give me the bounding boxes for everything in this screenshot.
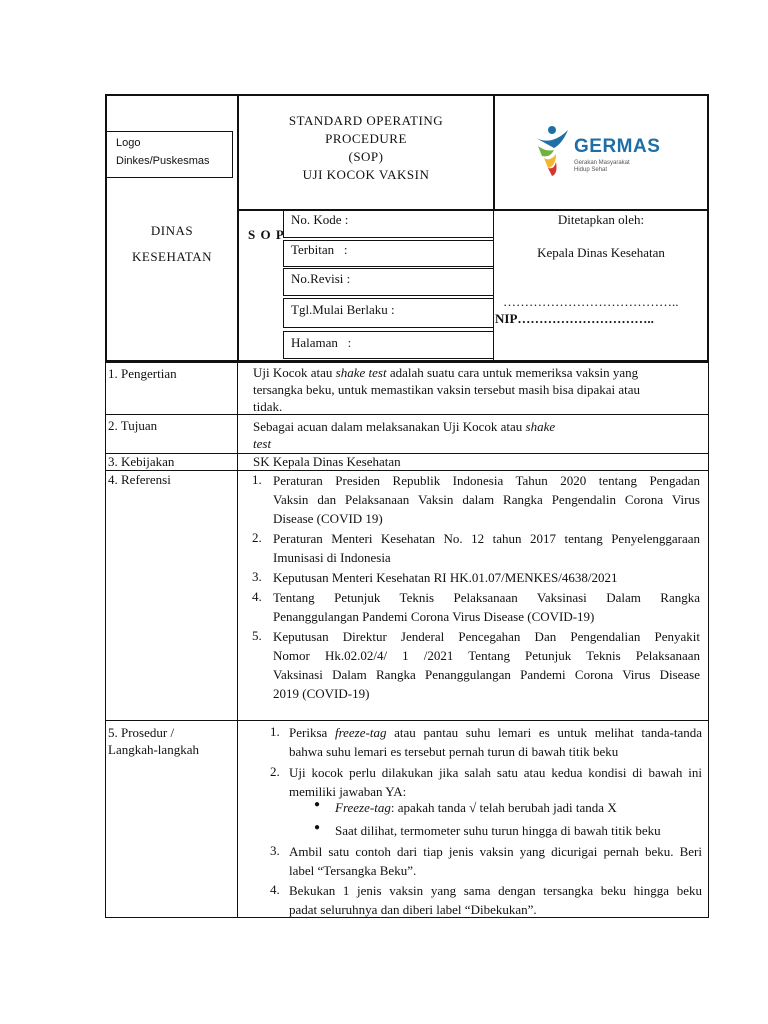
approval-nip: NIP………………………….. — [495, 311, 654, 326]
ref-3-text: Keputusan Menteri Kesehatan RI HK.01.07/MENKES/4638/2021 — [273, 570, 618, 585]
approval-label: Ditetapkan oleh: — [557, 212, 645, 227]
kebijakan-label: 3. Kebijakan — [108, 454, 175, 469]
logo-placeholder-text-2: Dinkes/Puskesmas — [116, 155, 210, 167]
pengertian-label: 1. Pengertian — [108, 366, 177, 381]
ref-2-number: 2. — [252, 530, 262, 545]
field-terbitan-label: Terbitan : — [291, 242, 348, 257]
bullet-1-text: Freeze-tag: apakah tanda √ telah berubah jadi tanda X — [335, 800, 617, 815]
step-2-text: Uji kocok perlu dilakukan jika salah satu atau kedua kondisi di bawah ini memiliki jawaban YA: — [289, 765, 702, 799]
germas-wordmark: GERMAS — [574, 136, 661, 157]
field-tgl-mulai-label: Tgl.Mulai Berlaku : — [291, 302, 395, 317]
kebijakan-text: SK Kepala Dinas Kesehatan — [253, 454, 401, 469]
logo-placeholder-text-1: Logo — [116, 137, 141, 149]
title-line-4: UJI KOCOK VAKSIN — [302, 167, 430, 182]
field-no-revisi-label: No.Revisi : — [291, 271, 351, 286]
ref-3-number: 3. — [252, 569, 262, 584]
field-no-kode-label: No. Kode : — [291, 212, 349, 227]
referensi-label: 4. Referensi — [108, 472, 171, 487]
step-3-text: Ambil satu contoh dari tiap jenis vaksin yang dicurigai pernah beku. Beri label “Tersangka Beku”. — [289, 844, 702, 878]
step-1-text: Periksa freeze-tag atau pantau suhu lemari es untuk melihat tanda-tanda bahwa suhu lemari es tersebut pernah turun di bawah titik beku — [289, 725, 702, 759]
prosedur-label: 5. Prosedur / Langkah-langkah — [108, 725, 199, 757]
germas-tagline-1: Gerakan Masyarakat — [574, 160, 630, 166]
step-4-text: Bekukan 1 jenis vaksin yang sama dengan tersangka beku hingga beku padat seluruhnya dan diberi label “Dibekukan”. — [289, 883, 702, 917]
step-3-number: 3. — [270, 843, 280, 858]
title-line-3: (SOP) — [348, 149, 384, 164]
step-4-number: 4. — [270, 882, 280, 897]
row-divider-2 — [105, 453, 709, 454]
dept-name-1: DINAS — [150, 223, 194, 238]
step-2-number: 2. — [270, 764, 280, 779]
ref-5-number: 5. — [252, 628, 262, 643]
bullet-2-icon: ● — [314, 822, 321, 833]
row-divider-4 — [105, 720, 709, 721]
ref-1-text: Peraturan Presiden Republik Indonesia Tahun 2020 tentang Pengadan Vaksin dan Pelaksanaan Vaksin dalam Rangka Pengendalin Corona Virus Disease (COVID 19) — [273, 473, 700, 526]
title-line-1: STANDARD OPERATING — [288, 113, 444, 128]
germas-figure-icon — [532, 122, 572, 178]
sop-title — [239, 112, 493, 184]
field-halaman-label: Halaman : — [291, 335, 352, 350]
body-column-divider — [237, 362, 238, 918]
ref-4-number: 4. — [252, 589, 262, 604]
ref-4-text: Tentang Petunjuk Teknis Pelaksanaan Vaksinasi Dalam Rangka Penanggulangan Pandemi Corona Virus Disease (COVID-19) — [273, 590, 700, 624]
ref-2-text: Peraturan Menteri Kesehatan No. 12 tahun 2017 tentang Penyelenggaraan Imunisasi di Indonesia — [273, 531, 700, 565]
bullet-1-icon: ● — [314, 799, 321, 810]
germas-tagline-2: Hidup Sehat — [574, 167, 608, 173]
ref-5-text: Keputusan Direktur Jenderal Pencegahan Dan Pengendalian Penyakit Nomor Hk.02.02/4/ 1 /2021 Tentang Petunjuk Teknis Pelaksanaan Vaksinasi Dalam Rangka Penanggulangan Pandemi Corona Virus Disease 2019 (COVID-19) — [273, 629, 700, 701]
pengertian-text: Uji Kocok atau shake test adalah suatu cara untuk memeriksa vaksin yang tersangka beku, untuk memastikan vaksin tersebut masih bisa dipakai atau tidak. — [253, 365, 641, 414]
dept-name-2: KESEHATAN — [131, 249, 212, 264]
header-divider-right — [493, 94, 495, 210]
step-1-number: 1. — [270, 724, 280, 739]
approval-signature-line: ………………………………….. — [503, 294, 679, 309]
title-line-2: PROCEDURE — [325, 131, 407, 146]
tujuan-label: 2. Tujuan — [108, 418, 158, 433]
approval-role: Kepala Dinas Kesehatan — [537, 245, 665, 260]
ref-1-number: 1. — [252, 472, 262, 487]
sop-label: S O P — [248, 227, 285, 242]
bullet-2-text: Saat dilihat, termometer suhu turun hingga di bawah titik beku — [335, 823, 661, 838]
tujuan-text: Sebagai acuan dalam melaksanakan Uji Kocok atau shake test — [253, 419, 556, 451]
germas-logo — [532, 122, 682, 182]
